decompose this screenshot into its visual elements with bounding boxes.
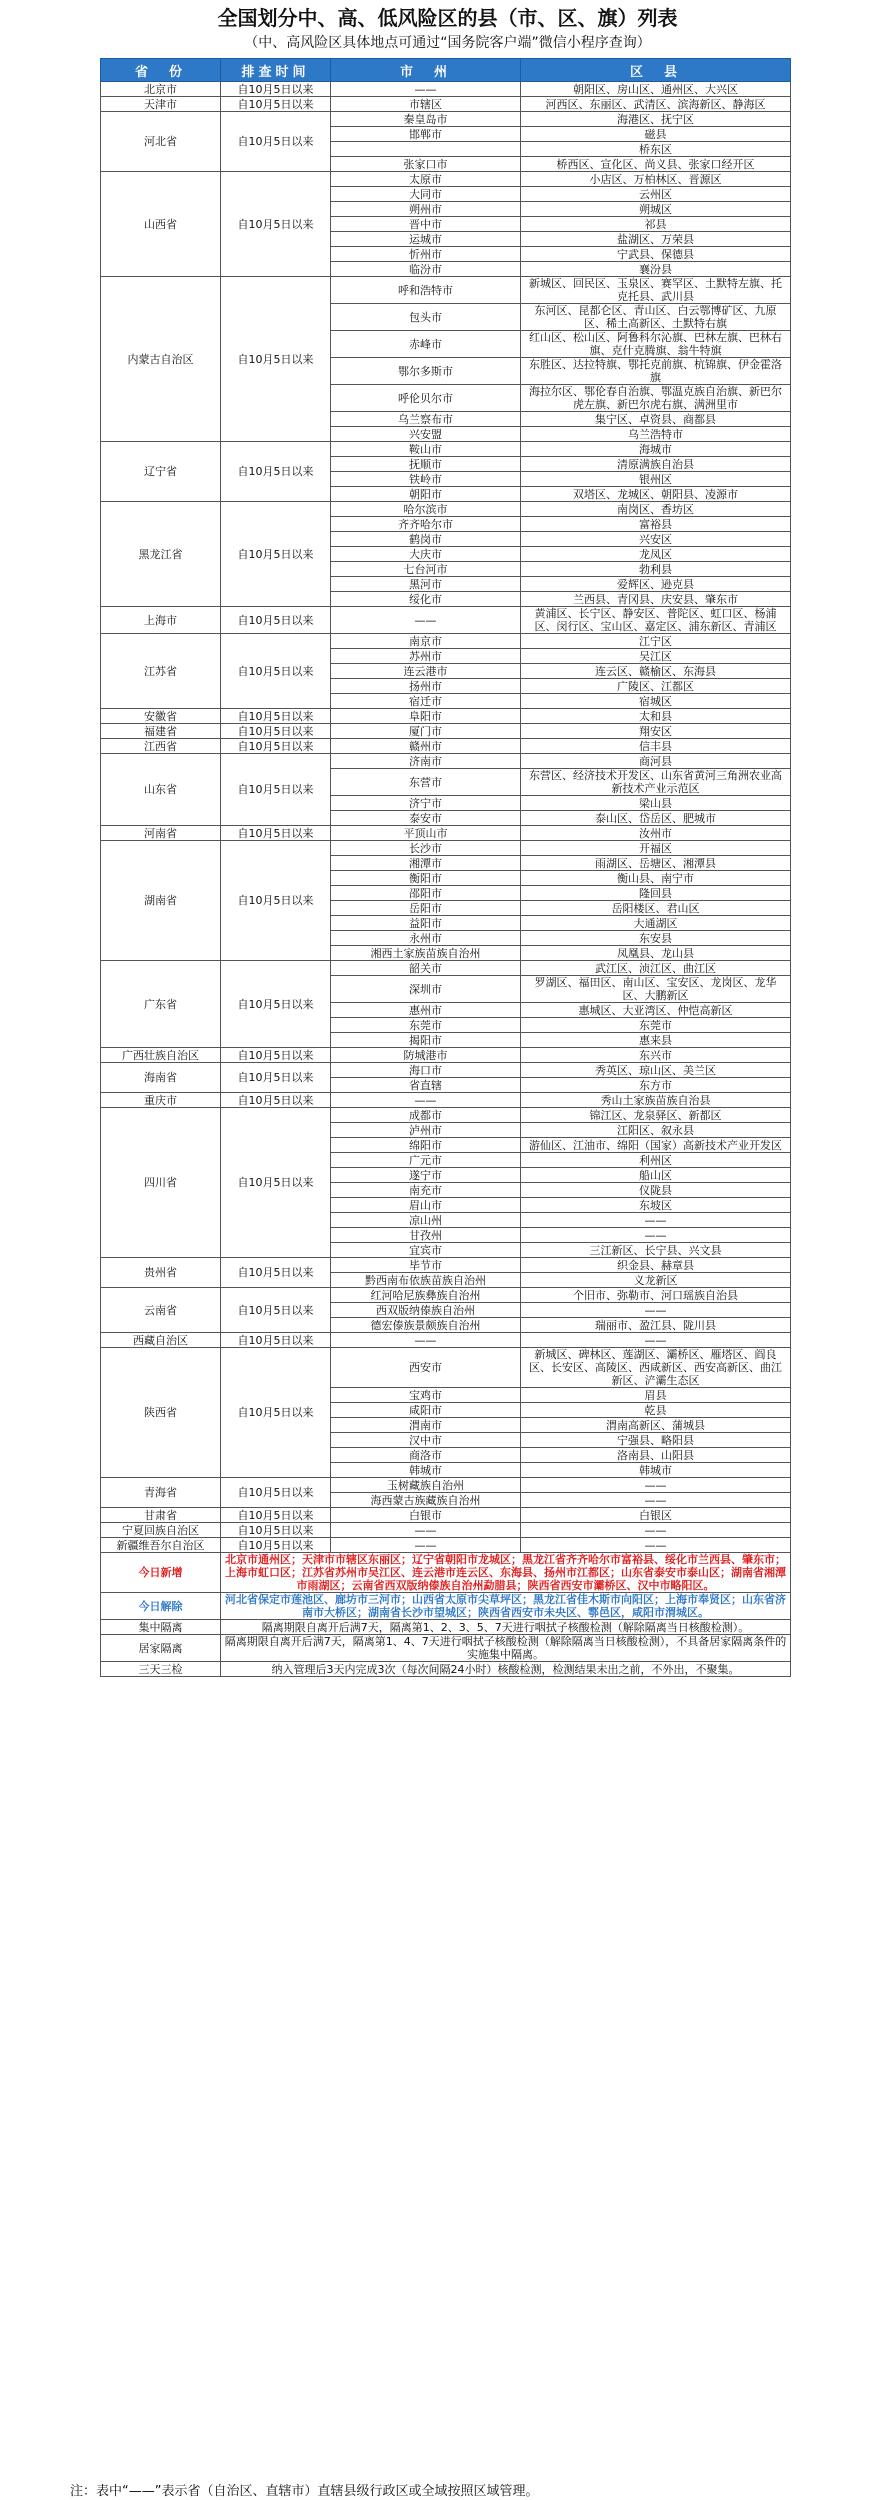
table-row — [101, 1538, 791, 1553]
table-row — [101, 1478, 791, 1493]
city-cell: 邵阳市 — [331, 886, 521, 901]
city-cell: 秦皇岛市 — [331, 112, 521, 127]
table-row — [101, 1348, 791, 1388]
table-row — [101, 277, 791, 304]
province-cell: 陕西省 — [101, 1348, 221, 1478]
county-cell: 大通湖区 — [521, 916, 791, 931]
county-cell: 新城区、碑林区、莲湖区、灞桥区、雁塔区、阎良区、长安区、高陵区、西咸新区、西安高新区、曲江新区、浐灞生态区 — [521, 1348, 791, 1388]
county-cell: 海城市 — [521, 442, 791, 457]
county-cell: 宿城区 — [521, 694, 791, 709]
footer-centralized-row — [101, 1620, 791, 1635]
county-cell: 锦江区、龙泉驿区、新都区 — [521, 1108, 791, 1123]
table-header-row — [101, 59, 791, 82]
county-cell: 岳阳楼区、君山区 — [521, 901, 791, 916]
city-cell: 岳阳市 — [331, 901, 521, 916]
province-cell: 黑龙江省 — [101, 502, 221, 607]
table-row — [101, 724, 791, 739]
county-cell: 桥西区、宣化区、尚义县、张家口经开区 — [521, 157, 791, 172]
time-cell: 自10月5日以来 — [221, 1348, 331, 1478]
city-cell: 厦门市 — [331, 724, 521, 739]
city-cell: 韶关市 — [331, 961, 521, 976]
province-cell: 天津市 — [101, 97, 221, 112]
city-cell: 南充市 — [331, 1183, 521, 1198]
province-cell: 山东省 — [101, 754, 221, 826]
county-cell: 东坡区 — [521, 1198, 791, 1213]
table-row — [101, 607, 791, 634]
city-cell: 凉山州 — [331, 1213, 521, 1228]
city-cell: 宜宾市 — [331, 1243, 521, 1258]
footer-new-label: 今日新增 — [101, 1553, 221, 1593]
header-province: 省 份 — [101, 59, 221, 82]
city-cell: —— — [331, 1523, 521, 1538]
city-cell: 阜阳市 — [331, 709, 521, 724]
county-cell: 海拉尔区、鄂伦春自治旗、鄂温克族自治旗、新巴尔虎左旗、新巴尔虎右旗、满洲里市 — [521, 385, 791, 412]
footer-three-tests-row — [101, 1662, 791, 1677]
province-cell: 四川省 — [101, 1108, 221, 1258]
time-cell: 自10月5日以来 — [221, 1093, 331, 1108]
city-cell: 朝阳市 — [331, 487, 521, 502]
table-row — [101, 1093, 791, 1108]
city-cell: 临汾市 — [331, 262, 521, 277]
county-cell: 开福区 — [521, 841, 791, 856]
footer-centralized-text: 隔离期限自离开后满7天，隔离第1、2、3、5、7天进行咽拭子核酸检测（解除隔离当日核酸检测）。 — [221, 1620, 791, 1635]
city-cell: 宿迁市 — [331, 694, 521, 709]
city-cell: 济宁市 — [331, 796, 521, 811]
province-cell: 河南省 — [101, 826, 221, 841]
header-city: 市 州 — [331, 59, 521, 82]
county-cell: —— — [521, 1228, 791, 1243]
county-cell: 勃利县 — [521, 562, 791, 577]
time-cell: 自10月5日以来 — [221, 112, 331, 172]
county-cell: 河西区、东丽区、武清区、滨海新区、静海区 — [521, 97, 791, 112]
county-cell: 东方市 — [521, 1078, 791, 1093]
city-cell: 商洛市 — [331, 1448, 521, 1463]
header-county: 区 县 — [521, 59, 791, 82]
city-cell: 鄂尔多斯市 — [331, 358, 521, 385]
city-cell: 汉中市 — [331, 1433, 521, 1448]
county-cell: 仪陇县 — [521, 1183, 791, 1198]
county-cell: 双塔区、龙城区、朝阳县、凌源市 — [521, 487, 791, 502]
city-cell: 赣州市 — [331, 739, 521, 754]
county-cell: 兰西县、青冈县、庆安县、肇东市 — [521, 592, 791, 607]
city-cell: 平顶山市 — [331, 826, 521, 841]
city-cell: 济南市 — [331, 754, 521, 769]
county-cell: 南岗区、香坊区 — [521, 502, 791, 517]
table-row — [101, 709, 791, 724]
county-cell: 爱辉区、逊克县 — [521, 577, 791, 592]
city-cell: 红河哈尼族彝族自治州 — [331, 1288, 521, 1303]
city-cell: 赤峰市 — [331, 331, 521, 358]
province-cell: 辽宁省 — [101, 442, 221, 502]
county-cell: 乌兰浩特市 — [521, 427, 791, 442]
province-cell: 江苏省 — [101, 634, 221, 709]
city-cell: 成都市 — [331, 1108, 521, 1123]
footer-new-row — [101, 1553, 791, 1593]
county-cell: 银州区 — [521, 472, 791, 487]
city-cell: 鞍山市 — [331, 442, 521, 457]
county-cell: 秀山土家族苗族自治县 — [521, 1093, 791, 1108]
county-cell: 织金县、赫章县 — [521, 1258, 791, 1273]
time-cell: 自10月5日以来 — [221, 607, 331, 634]
time-cell: 自10月5日以来 — [221, 724, 331, 739]
province-cell: 重庆市 — [101, 1093, 221, 1108]
county-cell: 兴安区 — [521, 532, 791, 547]
time-cell: 自10月5日以来 — [221, 1258, 331, 1288]
table-row — [101, 1288, 791, 1303]
table-row — [101, 82, 791, 97]
city-cell: 揭阳市 — [331, 1033, 521, 1048]
county-cell: 盐湖区、万荣县 — [521, 232, 791, 247]
province-cell: 贵州省 — [101, 1258, 221, 1288]
table-note: 注：表中“——”表示省（自治区、直辖市）直辖县级行政区或全域按照区域管理。 — [70, 2484, 539, 2499]
county-cell: 泰山区、岱岳区、肥城市 — [521, 811, 791, 826]
city-cell: 湘西土家族苗族自治州 — [331, 946, 521, 961]
county-cell: 利州区 — [521, 1153, 791, 1168]
time-cell: 自10月5日以来 — [221, 172, 331, 277]
city-cell: 绵阳市 — [331, 1138, 521, 1153]
county-cell: 江阳区、叙永县 — [521, 1123, 791, 1138]
county-cell: 朔城区 — [521, 202, 791, 217]
city-cell: 韩城市 — [331, 1463, 521, 1478]
city-cell: 太原市 — [331, 172, 521, 187]
table-row — [101, 502, 791, 517]
city-cell: 包头市 — [331, 304, 521, 331]
county-cell: 龙凤区 — [521, 547, 791, 562]
county-cell: 乾县 — [521, 1403, 791, 1418]
province-cell: 海南省 — [101, 1063, 221, 1093]
county-cell: 翔安区 — [521, 724, 791, 739]
province-cell: 新疆维吾尔自治区 — [101, 1538, 221, 1553]
county-cell: 游仙区、江油市、绵阳（国家）高新技术产业开发区 — [521, 1138, 791, 1153]
table-row — [101, 739, 791, 754]
province-cell: 上海市 — [101, 607, 221, 634]
city-cell: 泰安市 — [331, 811, 521, 826]
time-cell: 自10月5日以来 — [221, 1538, 331, 1553]
county-cell: 个旧市、弥勒市、河口瑶族自治县 — [521, 1288, 791, 1303]
footer-three-tests-label: 三天三检 — [101, 1662, 221, 1677]
city-cell: 鹤岗市 — [331, 532, 521, 547]
table-row — [101, 634, 791, 649]
footer-lift-text: 河北省保定市莲池区、廊坊市三河市；山西省太原市尖草坪区；黑龙江省佳木斯市向阳区；上海市奉贤区；山东省济南市大桥区；湖南省长沙市望城区；陕西省西安市未央区、鄠邑区，咸阳市渭城区。 — [221, 1593, 791, 1620]
county-cell: 渭南高新区、蒲城县 — [521, 1418, 791, 1433]
county-cell: 梁山县 — [521, 796, 791, 811]
county-cell: 东营区、经济技术开发区、山东省黄河三角洲农业高新技术产业示范区 — [521, 769, 791, 796]
county-cell: 商河县 — [521, 754, 791, 769]
table-body — [101, 82, 791, 1553]
footer-centralized-label: 集中隔离 — [101, 1620, 221, 1635]
city-cell: 防城港市 — [331, 1048, 521, 1063]
county-cell: 富裕县 — [521, 517, 791, 532]
city-cell: 海西蒙古族藏族自治州 — [331, 1493, 521, 1508]
city-cell: 白银市 — [331, 1508, 521, 1523]
page-title: 全国划分中、高、低风险区的县（市、区、旗）列表 — [217, 8, 678, 30]
county-cell: 云州区 — [521, 187, 791, 202]
county-cell: 宁强县、略阳县 — [521, 1433, 791, 1448]
table-row — [101, 1523, 791, 1538]
county-cell: —— — [521, 1333, 791, 1348]
county-cell: 瑞丽市、盈江县、陇川县 — [521, 1318, 791, 1333]
county-cell: 衡山县、南宁市 — [521, 871, 791, 886]
county-cell: 眉县 — [521, 1388, 791, 1403]
county-cell: 惠城区、大亚湾区、仲恺高新区 — [521, 1003, 791, 1018]
city-cell: 呼和浩特市 — [331, 277, 521, 304]
city-cell: 连云港市 — [331, 664, 521, 679]
county-cell: 惠来县 — [521, 1033, 791, 1048]
county-cell: 东河区、昆都仑区、青山区、白云鄂博矿区、九原区、稀土高新区、土默特右旗 — [521, 304, 791, 331]
county-cell: 东莞市 — [521, 1018, 791, 1033]
table-row — [101, 841, 791, 856]
table-row — [101, 1063, 791, 1078]
county-cell: 秀英区、琼山区、美兰区 — [521, 1063, 791, 1078]
city-cell: 渭南市 — [331, 1418, 521, 1433]
county-cell: 船山区 — [521, 1168, 791, 1183]
time-cell: 自10月5日以来 — [221, 754, 331, 826]
table-row — [101, 97, 791, 112]
table-row — [101, 961, 791, 976]
city-cell: 宝鸡市 — [331, 1388, 521, 1403]
county-cell: 韩城市 — [521, 1463, 791, 1478]
city-cell: 乌兰察布市 — [331, 412, 521, 427]
city-cell: —— — [331, 1538, 521, 1553]
city-cell: 绥化市 — [331, 592, 521, 607]
city-cell: 玉树藏族自治州 — [331, 1478, 521, 1493]
city-cell: 益阳市 — [331, 916, 521, 931]
time-cell: 自10月5日以来 — [221, 739, 331, 754]
city-cell: 毕节市 — [331, 1258, 521, 1273]
city-cell: 忻州市 — [331, 247, 521, 262]
province-cell: 广东省 — [101, 961, 221, 1048]
time-cell: 自10月5日以来 — [221, 826, 331, 841]
county-cell: 汝州市 — [521, 826, 791, 841]
city-cell: 扬州市 — [331, 679, 521, 694]
city-cell: 抚顺市 — [331, 457, 521, 472]
county-cell: 红山区、松山区、阿鲁科尔沁旗、巴林左旗、巴林右旗、克什克腾旗、翁牛特旗 — [521, 331, 791, 358]
city-cell: 遂宁市 — [331, 1168, 521, 1183]
county-cell: 连云区、赣榆区、东海县 — [521, 664, 791, 679]
footer-lift-label: 今日解除 — [101, 1593, 221, 1620]
county-cell: 祁县 — [521, 217, 791, 232]
county-cell: —— — [521, 1478, 791, 1493]
city-cell: 晋中市 — [331, 217, 521, 232]
footer-home-label: 居家隔离 — [101, 1635, 221, 1662]
city-cell: 咸阳市 — [331, 1403, 521, 1418]
city-cell: 甘孜州 — [331, 1228, 521, 1243]
province-cell: 江西省 — [101, 739, 221, 754]
city-cell: 东莞市 — [331, 1018, 521, 1033]
city-cell: 大同市 — [331, 187, 521, 202]
time-cell: 自10月5日以来 — [221, 1108, 331, 1258]
province-cell: 甘肃省 — [101, 1508, 221, 1523]
footer-new-text: 北京市通州区；天津市市辖区东丽区；辽宁省朝阳市龙城区；黑龙江省齐齐哈尔市富裕县、绥化市兰西县、肇东市；上海市虹口区；江苏省苏州市吴江区、连云港市连云区、东海县、扬州市江都区；山东省泰安市泰山区；湖南省湘潭市雨湖区；云南省西双版纳傣族自治州勐腊县；陕西省西安市灞桥区、汉中市略阳区。 — [221, 1553, 791, 1593]
county-cell: 新城区、回民区、玉泉区、赛罕区、土默特左旗、托克托县、武川县 — [521, 277, 791, 304]
time-cell: 自10月5日以来 — [221, 1063, 331, 1093]
city-cell: 运城市 — [331, 232, 521, 247]
city-cell: 朔州市 — [331, 202, 521, 217]
time-cell: 自10月5日以来 — [221, 1333, 331, 1348]
county-cell: 清原满族自治县 — [521, 457, 791, 472]
table-row — [101, 172, 791, 187]
province-cell: 内蒙古自治区 — [101, 277, 221, 442]
table-row — [101, 112, 791, 127]
province-cell: 河北省 — [101, 112, 221, 172]
county-cell: —— — [521, 1493, 791, 1508]
county-cell: 信丰县 — [521, 739, 791, 754]
city-cell: 省直辖 — [331, 1078, 521, 1093]
province-cell: 湖南省 — [101, 841, 221, 961]
city-cell: 惠州市 — [331, 1003, 521, 1018]
city-cell: 七台河市 — [331, 562, 521, 577]
county-cell: 太和县 — [521, 709, 791, 724]
table-row — [101, 754, 791, 769]
county-cell: 广陵区、江都区 — [521, 679, 791, 694]
county-cell: 隆回县 — [521, 886, 791, 901]
time-cell: 自10月5日以来 — [221, 97, 331, 112]
header-time: 排查时间 — [221, 59, 331, 82]
city-cell: 黑河市 — [331, 577, 521, 592]
county-cell: 江宁区 — [521, 634, 791, 649]
county-cell: —— — [521, 1213, 791, 1228]
city-cell: —— — [331, 1093, 521, 1108]
time-cell: 自10月5日以来 — [221, 1523, 331, 1538]
time-cell: 自10月5日以来 — [221, 709, 331, 724]
province-cell: 广西壮族自治区 — [101, 1048, 221, 1063]
county-cell: 三江新区、长宁县、兴文县 — [521, 1243, 791, 1258]
county-cell: 吴江区 — [521, 649, 791, 664]
city-cell: 东营市 — [331, 769, 521, 796]
county-cell: 雨湖区、岳塘区、湘潭县 — [521, 856, 791, 871]
time-cell: 自10月5日以来 — [221, 442, 331, 502]
county-cell: —— — [521, 1538, 791, 1553]
time-cell: 自10月5日以来 — [221, 82, 331, 97]
county-cell: 洛南县、山阳县 — [521, 1448, 791, 1463]
province-cell: 安徽省 — [101, 709, 221, 724]
city-cell: 湘潭市 — [331, 856, 521, 871]
county-cell: 桥东区 — [521, 142, 791, 157]
time-cell: 自10月5日以来 — [221, 277, 331, 442]
city-cell: 呼伦贝尔市 — [331, 385, 521, 412]
page-subtitle: （中、高风险区具体地点可通过“国务院客户端”微信小程序查询） — [244, 35, 651, 51]
table-row — [101, 1333, 791, 1348]
county-cell: 东兴市 — [521, 1048, 791, 1063]
county-cell: 义龙新区 — [521, 1273, 791, 1288]
city-cell: —— — [331, 607, 521, 634]
time-cell: 自10月5日以来 — [221, 961, 331, 1048]
county-cell: 凤凰县、龙山县 — [521, 946, 791, 961]
city-cell: 兴安盟 — [331, 427, 521, 442]
county-cell: 磁县 — [521, 127, 791, 142]
province-cell: 宁夏回族自治区 — [101, 1523, 221, 1538]
city-cell: 永州市 — [331, 931, 521, 946]
city-cell: 黔西南布依族苗族自治州 — [331, 1273, 521, 1288]
county-cell: —— — [521, 1303, 791, 1318]
city-cell: 齐齐哈尔市 — [331, 517, 521, 532]
county-cell: 朝阳区、房山区、通州区、大兴区 — [521, 82, 791, 97]
city-cell: 西安市 — [331, 1348, 521, 1388]
city-cell: 西双版纳傣族自治州 — [331, 1303, 521, 1318]
risk-area-table — [100, 58, 791, 1677]
time-cell: 自10月5日以来 — [221, 502, 331, 607]
footer-home-text: 隔离期限自离开后满7天，隔离第1、4、7天进行咽拭子核酸检测（解除隔离当日核酸检测），不具备居家隔离条件的实施集中隔离。 — [221, 1635, 791, 1662]
time-cell: 自10月5日以来 — [221, 1508, 331, 1523]
city-cell: 广元市 — [331, 1153, 521, 1168]
table-row — [101, 1508, 791, 1523]
table-row — [101, 1048, 791, 1063]
time-cell: 自10月5日以来 — [221, 1478, 331, 1508]
footer-home-row — [101, 1635, 791, 1662]
table-row — [101, 442, 791, 457]
city-cell: 哈尔滨市 — [331, 502, 521, 517]
table-row — [101, 1108, 791, 1123]
county-cell: 襄汾县 — [521, 262, 791, 277]
county-cell: 东胜区、达拉特旗、鄂托克前旗、杭锦旗、伊金霍洛旗 — [521, 358, 791, 385]
province-cell: 山西省 — [101, 172, 221, 277]
footer-body — [101, 1553, 791, 1677]
city-cell: 衡阳市 — [331, 871, 521, 886]
city-cell: 德宏傣族景颇族自治州 — [331, 1318, 521, 1333]
table-row — [101, 826, 791, 841]
county-cell: 宁武县、保德县 — [521, 247, 791, 262]
county-cell: 小店区、万柏林区、晋源区 — [521, 172, 791, 187]
county-cell: 海港区、抚宁区 — [521, 112, 791, 127]
city-cell: 深圳市 — [331, 976, 521, 1003]
city-cell: 苏州市 — [331, 649, 521, 664]
city-cell — [331, 142, 521, 157]
county-cell: 白银区 — [521, 1508, 791, 1523]
county-cell: 东安县 — [521, 931, 791, 946]
footer-lift-row — [101, 1593, 791, 1620]
time-cell: 自10月5日以来 — [221, 1048, 331, 1063]
table-row — [101, 1258, 791, 1273]
province-cell: 青海省 — [101, 1478, 221, 1508]
footer-three-tests-text: 纳入管理后3天内完成3次（每次间隔24小时）核酸检测，检测结果未出之前，不外出，不聚集。 — [221, 1662, 791, 1677]
province-cell: 西藏自治区 — [101, 1333, 221, 1348]
time-cell: 自10月5日以来 — [221, 634, 331, 709]
city-cell: 长沙市 — [331, 841, 521, 856]
county-cell: 黄浦区、长宁区、静安区、普陀区、虹口区、杨浦区、闵行区、宝山区、嘉定区、浦东新区、青浦区 — [521, 607, 791, 634]
time-cell: 自10月5日以来 — [221, 841, 331, 961]
city-cell: 邯郸市 — [331, 127, 521, 142]
city-cell: 海口市 — [331, 1063, 521, 1078]
province-cell: 北京市 — [101, 82, 221, 97]
county-cell: 集宁区、卓资县、商都县 — [521, 412, 791, 427]
city-cell: 泸州市 — [331, 1123, 521, 1138]
city-cell: 张家口市 — [331, 157, 521, 172]
city-cell: 南京市 — [331, 634, 521, 649]
city-cell: 大庆市 — [331, 547, 521, 562]
province-cell: 云南省 — [101, 1288, 221, 1333]
county-cell: 武江区、浈江区、曲江区 — [521, 961, 791, 976]
city-cell: 眉山市 — [331, 1198, 521, 1213]
county-cell: 罗湖区、福田区、南山区、宝安区、龙岗区、龙华区、大鹏新区 — [521, 976, 791, 1003]
county-cell: —— — [521, 1523, 791, 1538]
city-cell: —— — [331, 1333, 521, 1348]
city-cell: —— — [331, 82, 521, 97]
time-cell: 自10月5日以来 — [221, 1288, 331, 1333]
city-cell: 市辖区 — [331, 97, 521, 112]
province-cell: 福建省 — [101, 724, 221, 739]
city-cell: 铁岭市 — [331, 472, 521, 487]
